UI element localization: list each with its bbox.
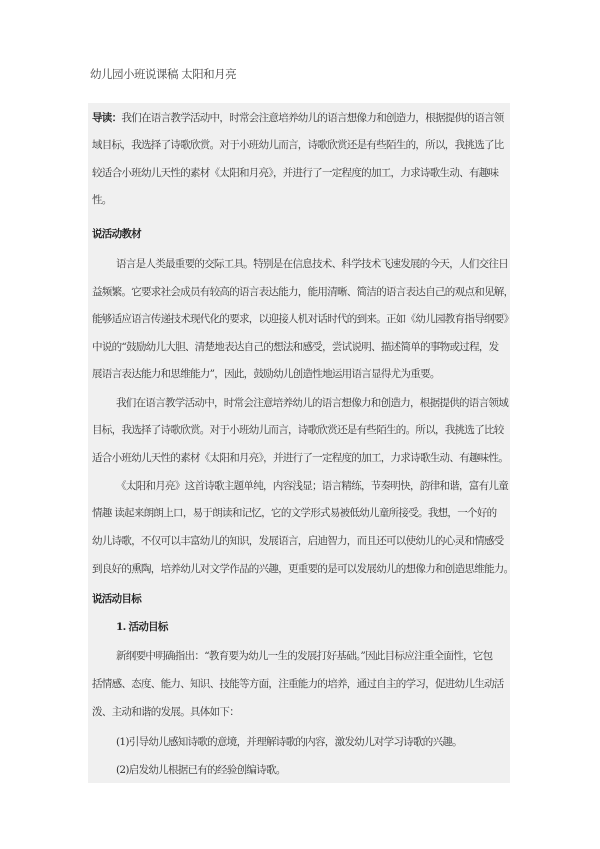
paragraph-line: 中说的“鼓励幼儿大胆、清楚地表达自己的想法和感受，尝试说明、描述简单的事物或过程，发 — [92, 340, 499, 353]
paragraph-line: 益频繁。它要求社会成员有较高的语言表达能力，能用清晰、简洁的语言表达自己的观点和见解， — [92, 285, 514, 298]
paragraph-line: 《太阳和月亮》这首诗歌主题单纯，内容浅显；语言精练，节奏明快，韵律和谐，富有儿童 — [116, 479, 508, 492]
intro-line: 较适合小班幼儿天性的素材《太阳和月亮》，并进行了一定程度的加工，力求诗歌生动、有趣味 — [92, 166, 499, 179]
paragraph-line: 幼儿诗歌，不仅可以丰富幼儿的知识，发展语言，启迪智力，而且还可以使幼儿的心灵和情感受 — [92, 535, 504, 547]
paragraph-line: 新纲要中明确指出：“教育要为幼儿一生的发展打好基础。”因此目标应注重全面性，它包 — [116, 650, 493, 662]
paragraph-line: 情趣 读起来朗朗上口，易于朗读和记忆，它的文学形式易被低幼儿童所接受。我想，一个好的 — [92, 507, 497, 520]
paragraph-line: 能够适应语言传递技术现代化的要求，以迎接人机对话时代的到来。正如《幼儿园教育指导纲要》 — [92, 313, 514, 326]
goal-item: (1)引导幼儿感知诗歌的意境，并理解诗歌的内容，激发幼儿对学习诗歌的兴趣。 — [116, 736, 462, 748]
paragraph-line: 展语言表达能力和思维能力”，因此，鼓励幼儿创造性地运用语言显得尤为重要。 — [92, 368, 440, 381]
paragraph-line: 目标，我选择了诗歌欣赏。对于小班幼儿而言，诗歌欣赏还是有些陌生的。所以，我挑选了比较 — [92, 424, 504, 437]
paragraph-line: 括情感、态度、能力、知识、技能等方面，注重能力的培养，通过自主的学习，促进幼儿生动活 — [92, 678, 504, 690]
section-heading: 说活动教材 — [92, 228, 141, 240]
intro-line: 性。 — [92, 193, 112, 206]
subsection-heading: 1. 活动目标 — [116, 621, 168, 633]
document-title: 幼儿园小班说课稿 太阳和月亮 — [90, 67, 237, 81]
paragraph-line: 我们在语言教学活动中，时常会注意培养幼儿的语言想像力和创造力，根据提供的语言领域 — [116, 396, 508, 409]
section-heading: 说活动目标 — [92, 593, 141, 605]
paragraph-line: 泼、主动和谐的发展。具体如下： — [92, 706, 239, 718]
intro-line: 导读：我们在语言教学活动中，时常会注意培养幼儿的语言想像力和创造力，根据提供的语言领 — [92, 112, 504, 124]
intro-line: 域目标，我选择了诗歌欣赏。对于小班幼儿而言，诗歌欣赏还是有些陌生的，所以，我挑选了比 — [92, 139, 504, 152]
paragraph-line: 适合小班幼儿天性的素材《太阳和月亮》，并进行了一定程度的加工，力求诗歌生动、有趣味性。 — [92, 451, 509, 464]
paragraph-line: 语言是人类最重要的交际工具。特别是在信息技术、科学技术飞速发展的今天，人们交往日 — [116, 258, 508, 270]
intro-label: 导读： — [92, 112, 122, 124]
paragraph-line: 到良好的熏陶，培养幼儿对文学作品的兴趣，更重要的是可以发展幼儿的想像力和创造思维能力。 — [92, 562, 514, 575]
goal-item: (2)启发幼儿根据已有的经验创编诗歌。 — [116, 763, 286, 776]
